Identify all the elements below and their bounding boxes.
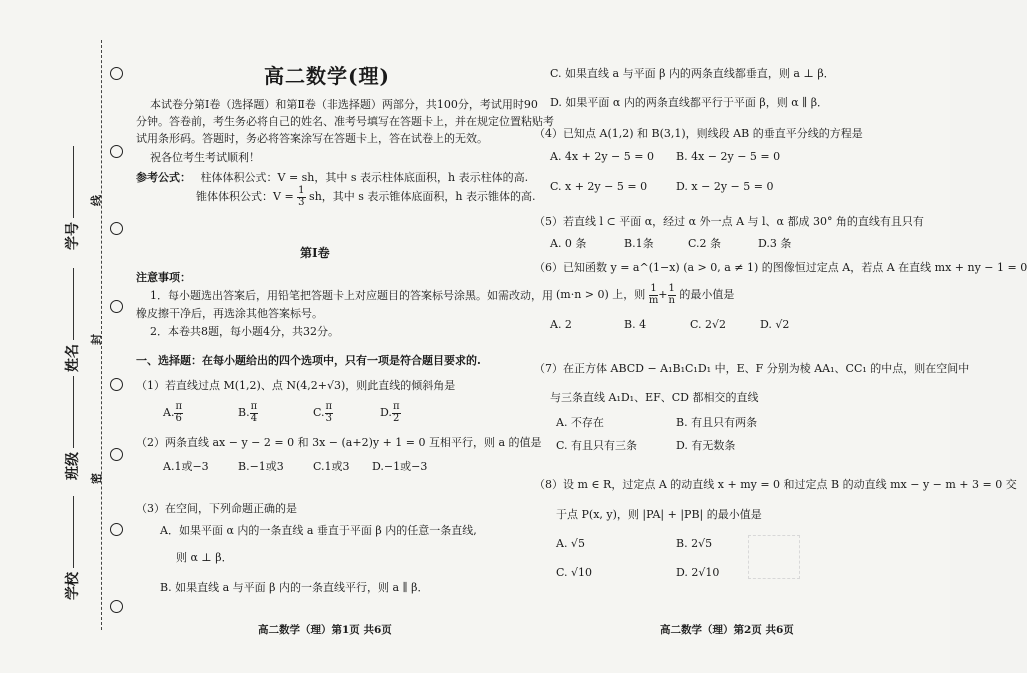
q5-option-b: B.1条 [624, 237, 654, 250]
question-4-stem: （4）已知点 A(1,2) 和 B(3,1)，则线段 AB 的垂直平分线的方程是 [534, 127, 863, 140]
q2-option-c: C.1或3 [313, 460, 350, 473]
seal-mark-line: 线 [90, 195, 103, 206]
q2-option-d: D.−1或−3 [372, 460, 428, 473]
q5-option-a: A. 0 条 [550, 237, 587, 250]
q2-option-a: A.1或−3 [163, 460, 209, 473]
q6-option-d: D. √2 [760, 318, 790, 331]
question-8-stem-cont: 于点 P(x, y)，则 |PA| + |PB| 的最小值是 [556, 508, 762, 521]
q6-option-c: C. 2√2 [690, 318, 727, 331]
q8-option-d: D. 2√10 [676, 566, 720, 579]
binder-hole [110, 145, 123, 158]
q5-option-d: D.3 条 [758, 237, 792, 250]
binder-hole [110, 67, 123, 80]
class-field[interactable]: 班级 [62, 376, 82, 480]
question-3-stem: （3）在空间，下列命题正确的是 [136, 502, 297, 515]
q6-option-b: B. 4 [624, 318, 647, 331]
q3-option-c: C. 如果直线 a 与平面 β 内的两条直线都垂直，则 a ⊥ β． [550, 67, 835, 80]
exam-title: 高二数学(理) [264, 64, 390, 88]
question-8-stem: （8）设 m ∈ R，过定点 A 的动直线 x + my = 0 和过定点 B 的动直线 mx − y − m + 3 = 0 交 [534, 478, 1017, 491]
faint-figure [748, 535, 800, 579]
q7-option-b: B. 有且只有两条 [676, 416, 758, 429]
part1-heading: 第Ⅰ卷 [300, 246, 330, 260]
q1-option-a: A. $\frac{\pi}{6}$ [163, 401, 183, 424]
formula-reference: 参考公式： 柱体体积公式：V = sh，其中 s 表示柱体底面积，h 表示柱体的高. [136, 171, 529, 184]
q2-option-b: B.−1或3 [238, 460, 284, 473]
notice-item: 2．本卷共8题，每小题4分，共32分。 [150, 325, 339, 338]
q4-option-d: D. x − 2y − 5 = 0 [676, 180, 774, 193]
exam-wish: 祝各位考生考试顺利！ [150, 151, 260, 164]
q1-option-c: C. $\frac{\pi}{3}$ [313, 401, 333, 424]
student-name-field[interactable]: 姓名 [62, 268, 82, 372]
binder-hole [110, 300, 123, 313]
q7-option-a: A. 不存在 [556, 416, 604, 429]
q4-option-c: C. x + 2y − 5 = 0 [550, 180, 648, 193]
q8-option-c: C. √10 [556, 566, 593, 579]
question-1-stem: （1）若直线过点 M(1,2)、点 N(4,2+√3)，则此直线的倾斜角是 [136, 379, 456, 392]
school-field[interactable]: 学校 [62, 496, 82, 600]
binder-hole [110, 222, 123, 235]
binder-hole [110, 523, 123, 536]
notice-item: 1．每小题选出答案后，用铅笔把答题卡上对应题目的答案标号涂黑。如需改动，用 [150, 289, 553, 302]
q6-option-a: A. 2 [550, 318, 572, 331]
section-heading: 一、选择题：在每小题给出的四个选项中，只有一项是符合题目要求的. [136, 354, 481, 367]
question-7-stem: （7）在正方体 ABCD − A₁B₁C₁D₁ 中，E、F 分别为棱 AA₁、CC₁ 的中点，则在空间中 [534, 362, 970, 375]
q7-option-d: D. 有无数条 [676, 439, 736, 452]
q1-option-b: B. $\frac{\pi}{4}$ [238, 401, 258, 424]
intro-line: 试用条形码。答题时，务必将答案涂写在答题卡上，答在试卷上的无效。 [136, 132, 488, 145]
q1-option-d: D. $\frac{\pi}{2}$ [380, 401, 400, 424]
q7-option-c: C. 有且只有三条 [556, 439, 638, 452]
seal-mark-seal: 封 [90, 334, 103, 345]
q3-option-d: D. 如果平面 α 内的两条直线都平行于平面 β，则 α ∥ β． [550, 96, 829, 109]
intro-line: 本试卷分第Ⅰ卷（选择题）和第Ⅱ卷（非选择题）两部分，共100分，考试用时90 [150, 98, 538, 111]
seal-mark-secret: 密 [90, 473, 103, 484]
formula-cone: 锥体体积公式：V = $\frac{1}{3}$ sh，其中 s 表示锥体底面积，h 表示锥体的高. [196, 185, 536, 208]
question-7-stem-cont: 与三条直线 A₁D₁、EF、CD 都相交的直线 [550, 391, 759, 404]
binder-hole [110, 448, 123, 461]
q3-option-a: A．如果平面 α 内的一条直线 a 垂直于平面 β 内的任意一条直线, [160, 524, 477, 537]
footer-page-1: 高二数学（理）第1页 共6页 [258, 624, 392, 636]
q5-option-c: C.2 条 [688, 237, 722, 250]
q8-option-a: A. √5 [556, 537, 585, 550]
question-2-stem: （2）两条直线 ax − y − 2 = 0 和 3x − (a+2)y + 1 = 0 互相平行，则 a 的值是 [136, 436, 542, 449]
binder-hole [110, 600, 123, 613]
q8-option-b: B. 2√5 [676, 537, 713, 550]
question-5-stem: （5）若直线 l ⊂ 平面 α，经过 α 外一点 A 与 l、α 都成 30° 角的直线有且只有 [534, 215, 924, 228]
binding-margin [0, 0, 140, 673]
q4-option-a: A. 4x + 2y − 5 = 0 [550, 150, 654, 163]
notice-item: 橡皮擦干净后，再选涂其他答案标号。 [136, 307, 323, 320]
q3-option-b: B. 如果直线 a 与平面 β 内的一条直线平行，则 a ∥ β． [160, 581, 429, 594]
notice-title: 注意事项： [136, 271, 191, 284]
binder-hole [110, 378, 123, 391]
footer-page-2: 高二数学（理）第2页 共6页 [660, 624, 794, 636]
question-6-stem-cont: (m·n > 0) 上，则 $\frac{1}{m}$ + $\frac{1}{n}$ 的最小值是 [556, 283, 735, 306]
q3-option-a-cont: 则 α ⊥ β． [176, 551, 233, 564]
q4-option-b: B. 4x − 2y − 5 = 0 [676, 150, 781, 163]
student-id-field[interactable]: 学号 [62, 146, 82, 250]
question-6-stem: （6）已知函数 y = a^(1−x) (a > 0, a ≠ 1) 的图像恒过定点 A，若点 A 在直线 mx + ny − 1 = 0 [534, 261, 1027, 274]
intro-line: 分钟。答卷前，考生务必将自己的姓名、准考号填写在答题卡上，并在规定位置粘贴考 [136, 115, 554, 128]
